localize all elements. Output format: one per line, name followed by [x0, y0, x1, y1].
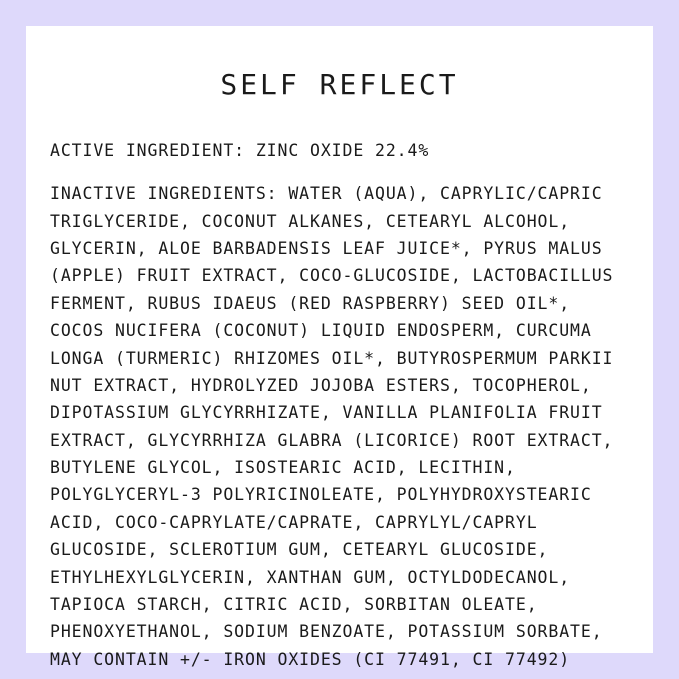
inactive-ingredients-text: INACTIVE INGREDIENTS: WATER (AQUA), CAPRYLIC/CAPRIC TRIGLYCERIDE, COCONUT ALKANES, CETEARYL ALCOHOL, GLYCERIN, ALOE BARBADENSIS LEAF JUICE*, PYRUS MALUS (APPLE) FRUIT EXTRACT, COCO-GLUCOSIDE, LACTOBACILLUS FERMENT, RUBUS IDAEUS (RED RASPBERRY) SEED OIL*, COCOS NUCIFERA (COCONUT) LIQUID ENDOSPERM, CURCUMA LONGA (TURMERIC) RHIZOMES OIL*, BUTYROSPERMUM PARKII NUT EXTRACT, HYDROLYZED JOJOBA ESTERS, TOCOPHEROL, DIPOTASSIUM GLYCYRRHIZATE, VANILLA PLANIFOLIA FRUIT EXTRACT, GLYCYRRHIZA GLABRA (LICORICE) ROOT EXTRACT, BUTYLENE GLYCOL, ISOSTEARIC ACID, LECITHIN, POLYGLYCERYL-3 POLYRICINOLEATE, POLYHYDROXYSTEARIC ACID, COCO-CAPRYLATE/CAPRATE, CAPRYLYL/CAPRYL GLUCOSIDE, SCLEROTIUM GUM, CETEARYL GLUCOSIDE, ETHYLHEXYLGLYCERIN, XANTHAN GUM, OCTYLDODECANOL, TAPIOCA STARCH, CITRIC ACID, SORBITAN OLEATE, PHENOXYETHANOL, SODIUM BENZOATE, POTASSIUM SORBATE, MAY CONTAIN +/- IRON OXIDES (CI 77491, CI 77492): [50, 184, 625, 669]
page-title: SELF REFLECT: [220, 68, 459, 101]
ingredient-label-card: [26, 26, 653, 669]
ingredients-body: [26, 139, 653, 673]
active-ingredient-text: ACTIVE INGREDIENT: ZINC OXIDE 22.4%: [50, 141, 430, 160]
